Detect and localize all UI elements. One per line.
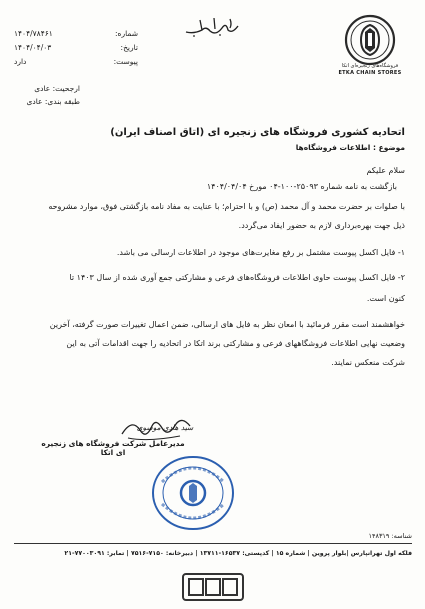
body-paragraph-line: با صلوات بر حضرت محمد و آل محمد (ص) و با احترام؛ با عنایت به مفاد نامه بازگشتی فوق، موارد مشروحه [48, 202, 405, 211]
logo-caption-fa: فروشگاه‌های زنجیره‌ای اتکا [341, 63, 399, 69]
letter-date-value: ۱۴۰۴/۰۴/۰۳ [14, 43, 52, 52]
signer-title: مدیرعامل شرکت فروشگاه های زنجیره ای اتکا [41, 439, 185, 457]
classification-label: طبقه بندی: عادی [26, 97, 80, 106]
footer-divider [14, 543, 412, 544]
letter-date-label: تاریخ: [120, 43, 138, 52]
priority-label: ارجحیت: عادی [34, 84, 80, 93]
body-paragraph-line: خواهشمند است مقرر فرمائید با امعان نظر به فایل های ارسالی، ضمن اعمال تغییرات صورت گرفته، آخرین [49, 320, 405, 329]
body-list-item-cont: کنون است. [366, 294, 405, 303]
letter-number [14, 29, 138, 38]
calligraphy-heading-icon [180, 14, 246, 40]
signer-name: سید هادی موسوی [136, 423, 194, 432]
body-list-item: ۲- فایل اکسل پیوست حاوی اطلاعات فروشگاه‌های فرعی و مشارکتی جمع آوری شده از سال ۱۴۰۳ تا [69, 273, 405, 282]
letter-attachment-label: پیوست: [113, 57, 138, 66]
company-stamp-icon [148, 452, 238, 534]
letter-attachment [14, 57, 138, 66]
letter-date [14, 43, 138, 52]
reference-line: بازگشت به نامه شماره ۲۵۰۹۳-۱۰۰-۰۴ مورخ ۱۴۰۴/۰۴/۰۴ [206, 182, 397, 191]
body-paragraph-line: وضعیت نهایی اطلاعات فروشگاههای فرعی و مشارکتی برند اتکا در اتحادیه را جهت اقدامات آتی به این [66, 339, 405, 348]
letter-number-value: ۱۴۰۴/۷۸۴۶۱ [14, 29, 53, 38]
footer-address: فلکه اول تهرانپارس |بلوار پروین | شماره ۱۵ | کدپستی: ۱۶۵۳۷-۱۳۷۱۱ | دبیرخانه: ۷۱۵۰-۷۵۱۶ | تمابر: ۷۷۰۰۳۰۹۱-۲۱ [64, 550, 412, 557]
body-paragraph-line: ذیل جهت بهره‌برداری لازم به حضور ایفاد می‌گردد. [238, 221, 405, 230]
logo-caption-en: ETKA CHAIN STORES [338, 70, 402, 76]
body-paragraph-line: شرکت منعکس نمایند. [331, 358, 405, 367]
letter-subject: موضوع : اطلاعات فروشگاه‌ها [295, 143, 405, 152]
greeting: سلام علیکم [366, 166, 405, 175]
registration-id: شناسه: ۱۴۸۳۱۹ [368, 532, 412, 540]
recipient-title: اتحادیه کشوری فروشگاه های زنجیره ای (اتاق اصناف ایران) [110, 127, 405, 138]
body-list-item: ۱- فایل اکسل پیوست مشتمل بر رفع مغایرت‌های موجود در اطلاعات ارسالی می باشد. [116, 248, 405, 257]
letter-attachment-value: دارد [14, 57, 27, 66]
footer-logo-icon [180, 571, 246, 603]
letter-number-label: شماره: [115, 29, 138, 38]
